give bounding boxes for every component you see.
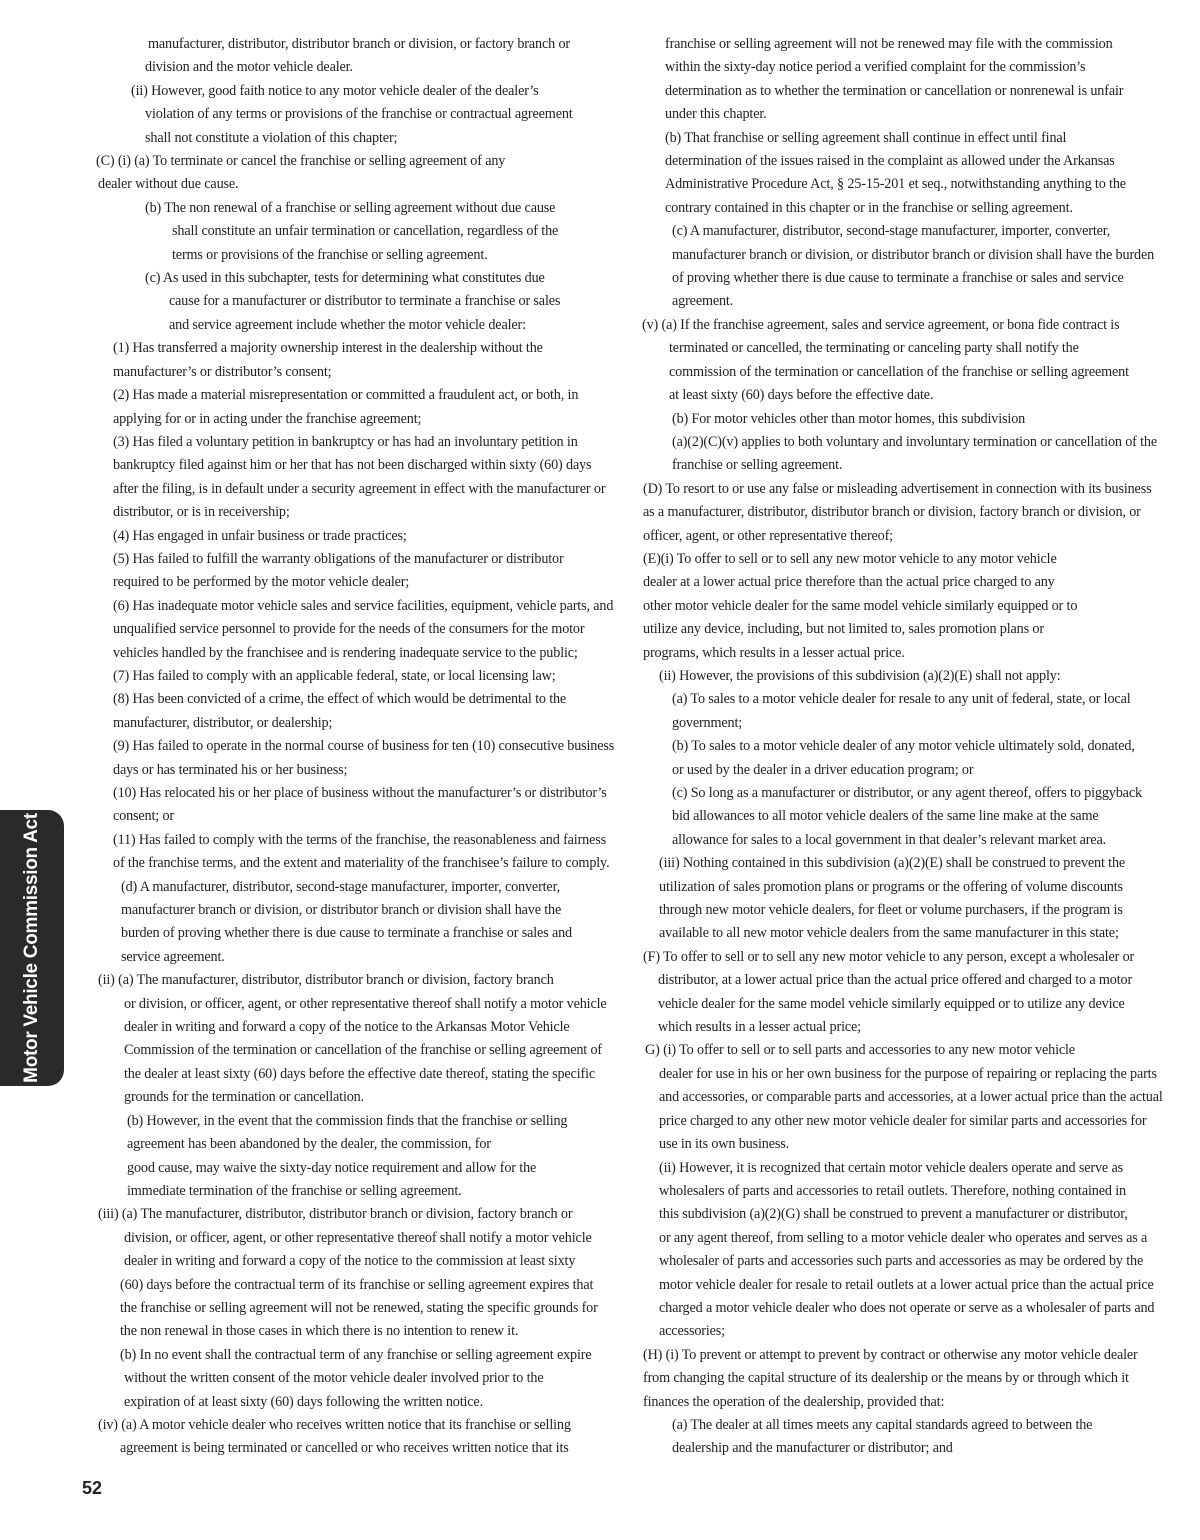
text-line: G) (i) To offer to sell or to sell parts and accessories to any new motor vehicle [645, 1042, 1075, 1059]
text-line: and accessories, or comparable parts and accessories, at a lower actual price than the actual [659, 1089, 1163, 1106]
text-line: available to all new motor vehicle dealers from the same manufacturer in this state; [659, 925, 1119, 942]
text-line: wholesalers of parts and accessories to retail outlets. Therefore, nothing contained in [659, 1182, 1126, 1199]
text-line: (10) Has relocated his or her place of business without the manufacturer’s or distributor’s [113, 785, 607, 801]
text-line: which results in a lesser actual price; [658, 1019, 861, 1036]
text-line: grounds for the termination or cancellation. [124, 1089, 365, 1106]
text-line: terminated or cancelled, the terminating or canceling party shall notify the [669, 340, 1079, 357]
text-line: (iii) Nothing contained in this subdivision (a)(2)(E) shall be construed to prevent the [659, 855, 1126, 872]
page-number: 52 [82, 1478, 103, 1498]
text-line: (11) Has failed to comply with the terms of the franchise, the reasonableness and fairness [113, 831, 607, 848]
text-line: motor vehicle dealer for resale to retail outlets at a lower actual price than the actual price [659, 1276, 1154, 1293]
text-line: (3) Has filed a voluntary petition in bankruptcy or has had an involuntary petition in [113, 433, 578, 450]
text-line: finances the operation of the dealership, provided that: [643, 1393, 945, 1410]
text-line: determination as to whether the termination or cancellation or nonrenewal is unfair [665, 82, 1124, 99]
text-line: bankruptcy filed against him or her that has not been discharged within sixty (60) days [113, 457, 592, 474]
text-line: dealer at a lower actual price therefore than the actual price charged to any [643, 574, 1055, 591]
text-line: (c) As used in this subchapter, tests for determining what constitutes due [145, 270, 545, 287]
text-line: (5) Has failed to fulfill the warranty obligations of the manufacturer or distributor [113, 550, 564, 567]
text-line: manufacturer’s or distributor’s consent; [113, 363, 332, 380]
text-line: (4) Has engaged in unfair business or trade practices; [113, 527, 407, 544]
text-line: vehicles handled by the franchisee and is rendering inadequate service to the public; [113, 644, 578, 661]
text-line: distributor, at a lower actual price than the actual price offered and charged to a motor [658, 972, 1133, 989]
text-line: accessories; [659, 1323, 725, 1340]
text-line: of proving whether there is due cause to terminate a franchise or sales and service [672, 270, 1124, 287]
text-line: use in its own business. [659, 1136, 790, 1153]
text-line: division and the motor vehicle dealer. [145, 59, 353, 76]
text-line: after the filing, is in default under a security agreement in effect with the manufacturer or [113, 480, 606, 497]
text-line: (a) To sales to a motor vehicle dealer for resale to any unit of federal, state, or local [672, 691, 1131, 708]
text-line: Administrative Procedure Act, § 25-15-201 et seq., notwithstanding anything to the [665, 176, 1126, 193]
text-line: (1) Has transferred a majority ownership interest in the dealership without the [113, 340, 543, 357]
text-line: (c) A manufacturer, distributor, second-stage manufacturer, importer, converter, [672, 223, 1111, 240]
text-line: (F) To offer to sell or to sell any new motor vehicle to any person, except a wholesaler or [643, 948, 1135, 965]
text-line: (D) To resort to or use any false or misleading advertisement in connection with its business [643, 480, 1152, 497]
text-line: service agreement. [121, 948, 225, 965]
text-line: (b) For motor vehicles other than motor homes, this subdivision [672, 410, 1026, 427]
text-line: (iv) (a) A motor vehicle dealer who receives written notice that its franchise or selling [98, 1416, 571, 1433]
right-column [640, 33, 1170, 1461]
text-line: officer, agent, or other representative thereof; [643, 527, 893, 544]
left-column [96, 33, 628, 1461]
text-line: vehicle dealer for the same model vehicle similarly equipped or to utilize any device [658, 995, 1125, 1012]
text-line: (8) Has been convicted of a crime, the effect of which would be detrimental to the [113, 691, 567, 708]
text-line: (60) days before the contractual term of its franchise or selling agreement expires that [120, 1276, 594, 1293]
text-line: (6) Has inadequate motor vehicle sales and service facilities, equipment, vehicle parts, and [113, 597, 614, 614]
text-line: (9) Has failed to operate in the normal course of business for ten (10) consecutive business [113, 738, 615, 755]
text-line: other motor vehicle dealer for the same model vehicle similarly equipped or to [643, 597, 1078, 614]
text-line: agreement has been abandoned by the dealer, the commission, for [127, 1136, 491, 1153]
text-line: (d) A manufacturer, distributor, second-stage manufacturer, importer, converter, [121, 878, 560, 895]
text-line: at least sixty (60) days before the effective date. [669, 387, 934, 404]
text-line: price charged to any other new motor vehicle dealer for similar parts and accessories for [659, 1112, 1147, 1129]
text-line: government; [672, 714, 743, 731]
text-line: good cause, may waive the sixty-day notice requirement and allow for the [127, 1159, 537, 1176]
text-line: dealer in writing and forward a copy of the notice to the commission at least sixty [124, 1253, 576, 1270]
text-line: charged a motor vehicle dealer who does not operate or serve as a wholesaler of parts and [659, 1299, 1155, 1316]
text-line: (a)(2)(C)(v) applies to both voluntary and involuntary termination or cancellation of the [672, 433, 1158, 450]
text-line: (b) That franchise or selling agreement shall continue in effect until final [665, 129, 1067, 146]
text-line: (H) (i) To prevent or attempt to prevent by contract or otherwise any motor vehicle dealer [643, 1346, 1138, 1363]
text-line: within the sixty-day notice period a verified complaint for the commission’s [665, 59, 1086, 76]
text-line: manufacturer, distributor, distributor branch or division, or factory branch or [148, 36, 570, 52]
text-line: consent; or [113, 808, 174, 825]
text-line: (b) The non renewal of a franchise or selling agreement without due cause [145, 199, 556, 216]
text-line: or any agent thereof, from selling to a motor vehicle dealer who operates and serves as a [659, 1229, 1148, 1246]
text-line: agreement. [672, 293, 734, 310]
text-line: (v) (a) If the franchise agreement, sales and service agreement, or bona fide contract is [642, 316, 1120, 333]
text-line: the franchise or selling agreement will not be renewed, stating the specific grounds for [120, 1299, 598, 1316]
text-line: franchise or selling agreement. [672, 457, 843, 474]
text-line: determination of the issues raised in the complaint as allowed under the Arkansas [665, 153, 1115, 170]
text-line: commission of the termination or cancellation of the franchise or selling agreement [669, 363, 1129, 380]
text-line: required to be performed by the motor vehicle dealer; [113, 574, 410, 591]
text-line: (7) Has failed to comply with an applicable federal, state, or local licensing law; [113, 667, 556, 684]
text-line: (b) To sales to a motor vehicle dealer of any motor vehicle ultimately sold, donated, [672, 738, 1135, 755]
side-tab-label: Motor Vehicle Commission Act [21, 813, 42, 1083]
text-line: without the written consent of the motor vehicle dealer involved prior to the [124, 1370, 544, 1387]
text-line: expiration of at least sixty (60) days following the written notice. [124, 1393, 483, 1410]
text-line: franchise or selling agreement will not be renewed may file with the commission [665, 36, 1113, 52]
text-line: manufacturer, distributor, or dealership; [113, 714, 333, 731]
text-line: (c) So long as a manufacturer or distributor, or any agent thereof, offers to piggyback [672, 785, 1142, 801]
text-line: violation of any terms or provisions of the franchise or contractual agreement [145, 106, 573, 123]
text-line: allowance for sales to a local government in that dealer’s relevant market area. [672, 831, 1107, 848]
text-line: (ii) (a) The manufacturer, distributor, distributor branch or division, factory branch [98, 972, 554, 989]
text-line: contrary contained in this chapter or in the franchise or selling agreement. [665, 199, 1073, 216]
text-line: manufacturer branch or division, or distributor branch or division shall have the burden [672, 246, 1155, 263]
text-line: applying for or in acting under the franchise agreement; [113, 410, 422, 427]
text-line: dealer without due cause. [98, 176, 239, 193]
text-line: shall constitute an unfair termination or cancellation, regardless of the [172, 223, 559, 240]
text-line: (b) In no event shall the contractual term of any franchise or selling agreement expire [120, 1346, 592, 1363]
text-line: this subdivision (a)(2)(G) shall be construed to prevent a manufacturer or distributor, [659, 1206, 1128, 1223]
text-line: (ii) However, good faith notice to any motor vehicle dealer of the dealer’s [131, 82, 539, 99]
text-line: terms or provisions of the franchise or selling agreement. [172, 246, 488, 263]
text-line: the non renewal in those cases in which there is no intention to renew it. [120, 1323, 519, 1340]
text-line: bid allowances to all motor vehicle dealers of the same line make at the same [672, 808, 1099, 825]
text-line: (b) However, in the event that the commission finds that the franchise or selling [127, 1112, 568, 1129]
text-line: dealer in writing and forward a copy of the notice to the Arkansas Motor Vehicle [124, 1019, 570, 1036]
text-line: cause for a manufacturer or distributor to terminate a franchise or sales [169, 293, 561, 310]
text-line: under this chapter. [665, 106, 767, 123]
text-line: dealer for use in his or her own business for the purpose of repairing or replacing the parts [659, 1065, 1157, 1082]
text-line: (a) The dealer at all times meets any capital standards agreed to between the [672, 1416, 1093, 1433]
text-line: burden of proving whether there is due cause to terminate a franchise or sales and [121, 925, 572, 942]
text-line: (E)(i) To offer to sell or to sell any new motor vehicle to any motor vehicle [643, 550, 1057, 567]
text-line: or division, or officer, agent, or other representative thereof shall notify a motor vehicle [124, 995, 607, 1012]
text-line: dealership and the manufacturer or distributor; and [672, 1440, 953, 1457]
text-line: distributor, or is in receivership; [113, 504, 290, 521]
text-line: manufacturer branch or division, or distributor branch or division shall have the [121, 902, 562, 919]
text-line: programs, which results in a lesser actual price. [643, 644, 905, 661]
text-line: (C) (i) (a) To terminate or cancel the franchise or selling agreement of any [96, 153, 506, 170]
text-line: (ii) However, it is recognized that certain motor vehicle dealers operate and serve as [659, 1159, 1123, 1176]
text-line: and service agreement include whether the motor vehicle dealer: [169, 316, 526, 333]
text-line: (ii) However, the provisions of this subdivision (a)(2)(E) shall not apply: [659, 667, 1061, 684]
text-line: utilization of sales promotion plans or programs or the offering of volume discounts [659, 878, 1123, 895]
text-line: or used by the dealer in a driver education program; or [672, 761, 974, 778]
text-line: agreement is being terminated or cancelled or who receives written notice that its [120, 1440, 569, 1457]
text-line: shall not constitute a violation of this chapter; [145, 129, 398, 146]
text-line: of the franchise terms, and the extent and materiality of the franchisee’s failure to comply. [113, 855, 610, 872]
text-line: through new motor vehicle dealers, for fleet or volume purchasers, if the program is [659, 902, 1123, 919]
text-line: from changing the capital structure of its dealership or the means by or through which it [643, 1370, 1129, 1387]
text-line: utilize any device, including, but not limited to, sales promotion plans or [643, 621, 1044, 638]
text-line: division, or officer, agent, or other representative thereof shall notify a motor vehicle [124, 1229, 592, 1246]
text-line: as a manufacturer, distributor, distributor branch or division, factory branch or division, or [643, 504, 1141, 521]
text-line: (iii) (a) The manufacturer, distributor, distributor branch or division, factory branch or [98, 1206, 573, 1223]
text-line: wholesaler of parts and accessories such parts and accessories as may be ordered by the [659, 1253, 1144, 1270]
text-line: unqualified service personnel to provide for the needs of the consumers for the motor [113, 621, 585, 638]
text-line: Commission of the termination or cancellation of the franchise or selling agreement of [124, 1042, 602, 1059]
text-line: the dealer at least sixty (60) days before the effective date thereof, stating the specific [124, 1065, 596, 1082]
text-line: immediate termination of the franchise or selling agreement. [127, 1182, 462, 1199]
text-line: days or has terminated his or her business; [113, 761, 348, 778]
side-section-tab [0, 810, 64, 1086]
text-line: (2) Has made a material misrepresentation or committed a fraudulent act, or both, in [113, 387, 579, 404]
